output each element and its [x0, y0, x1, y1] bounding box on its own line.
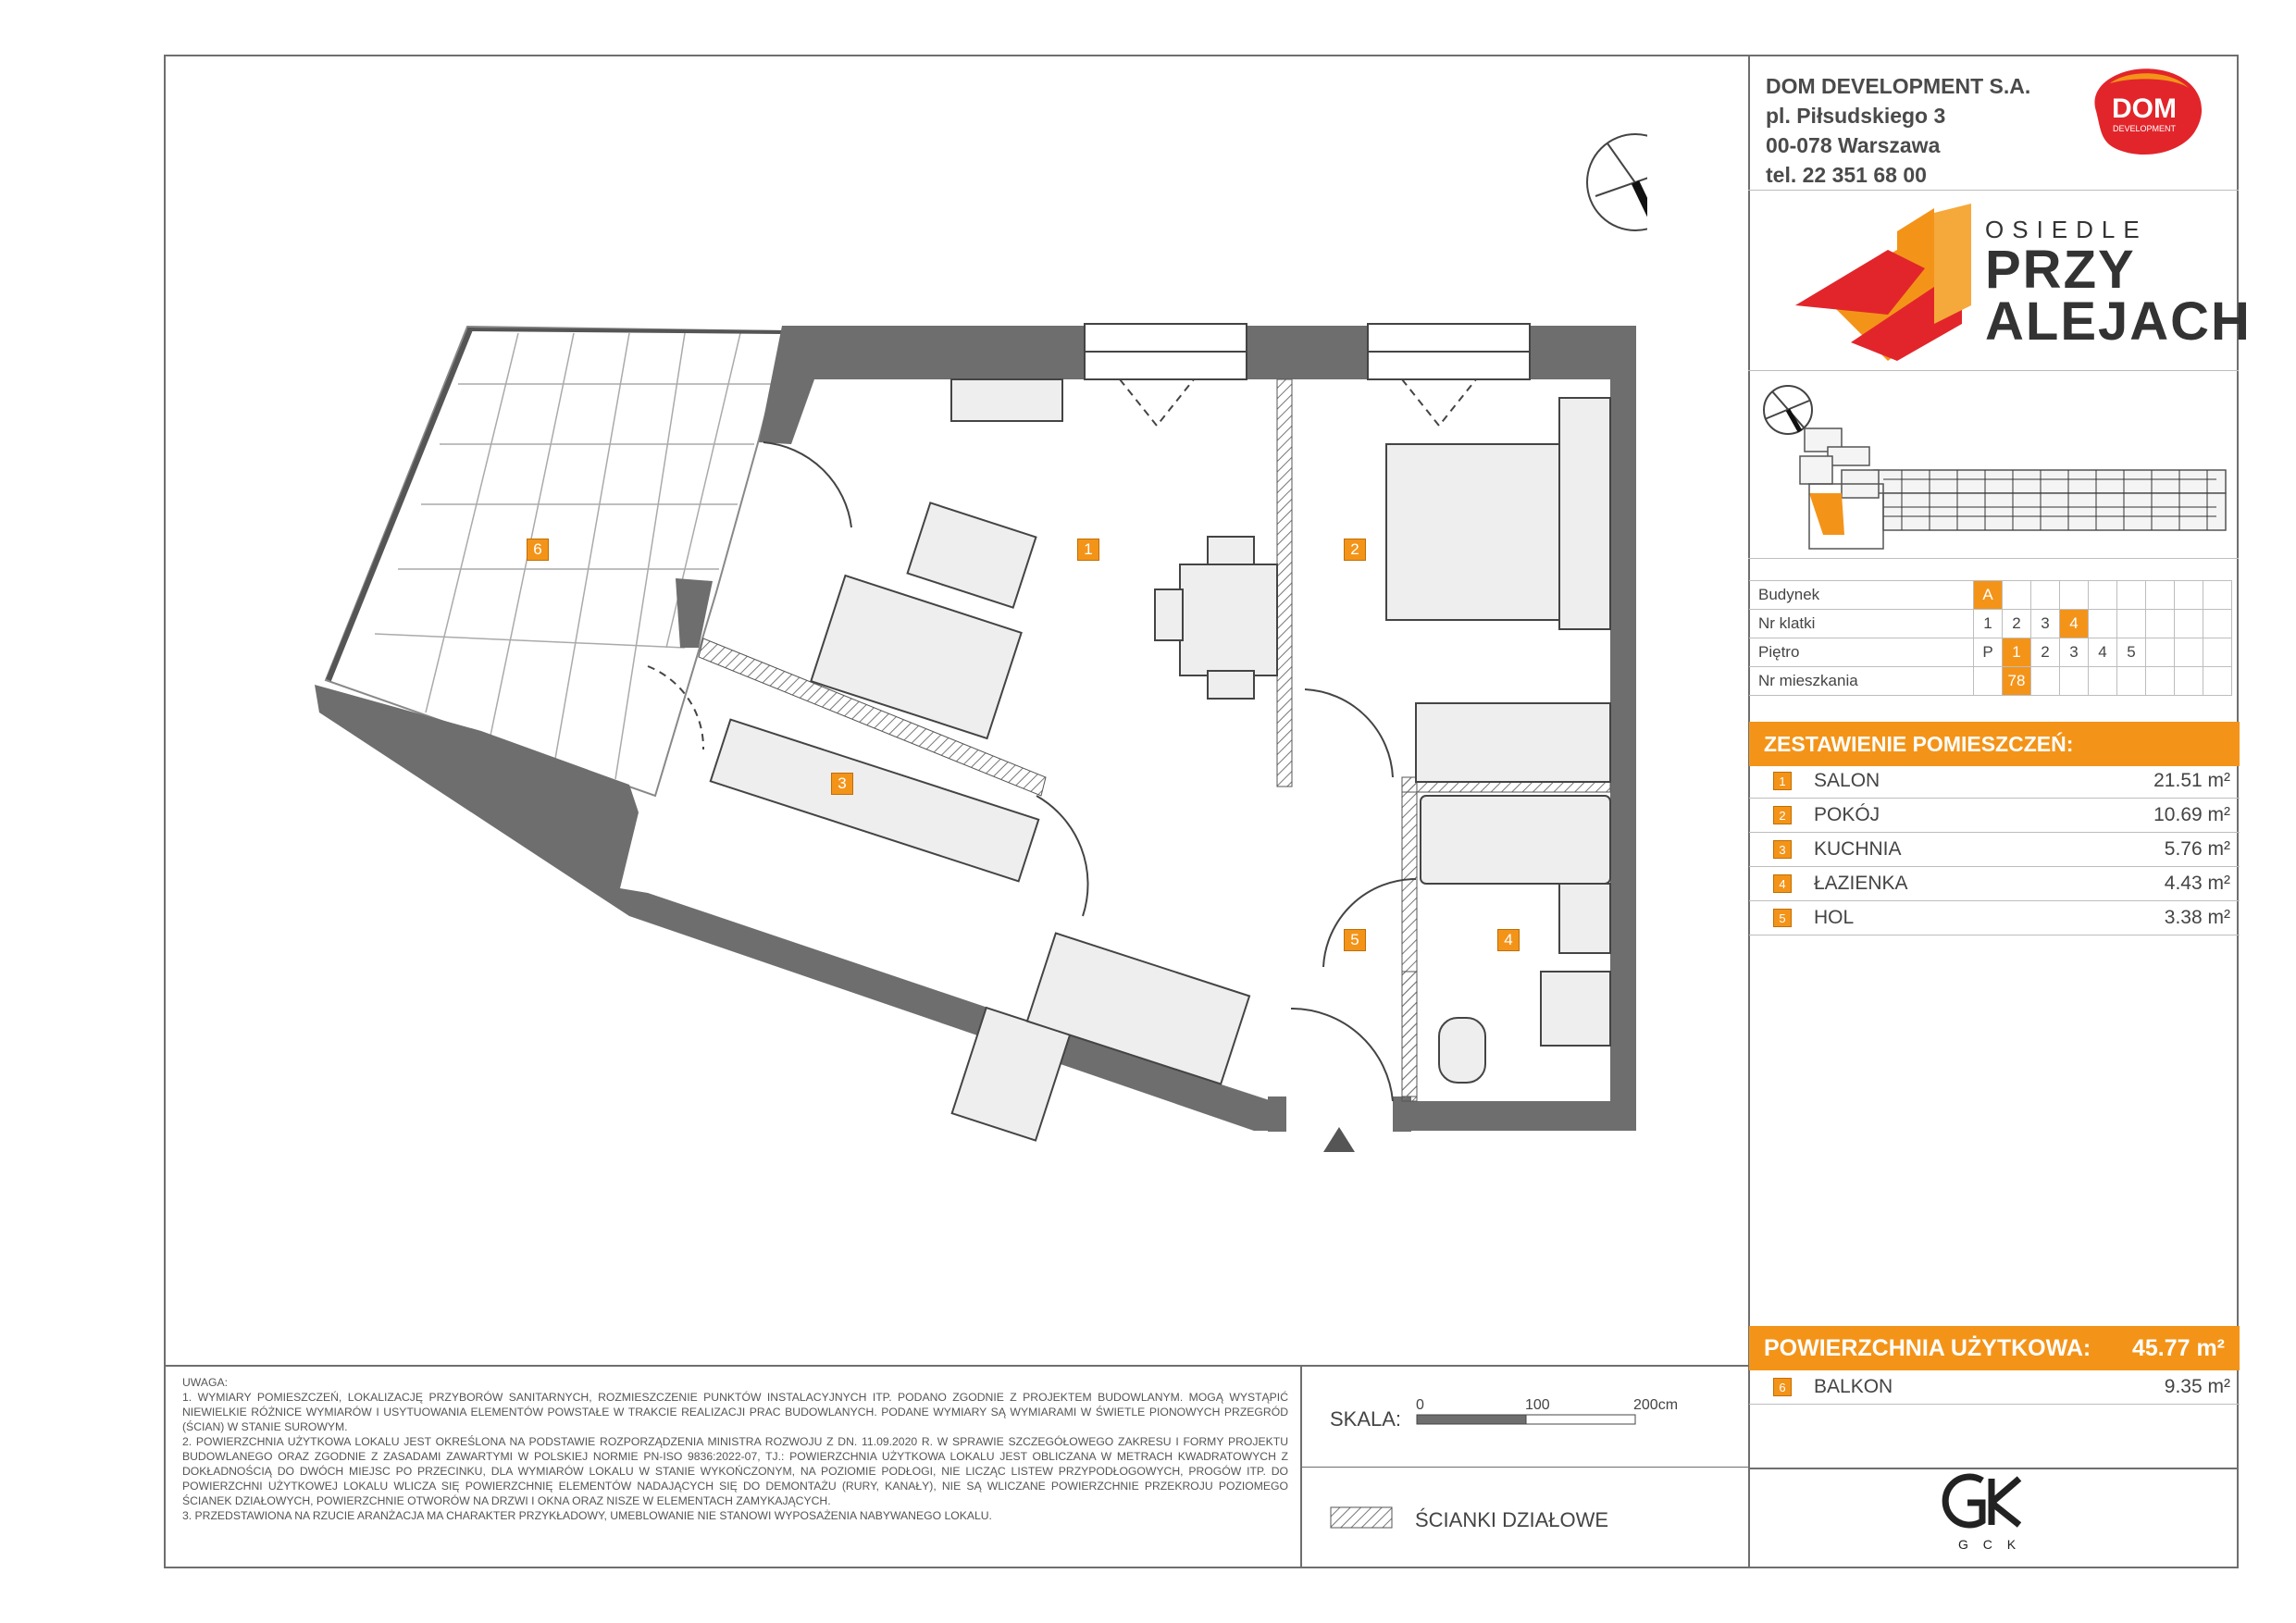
building-value: A — [1974, 581, 2003, 610]
scale-legend-divider — [1300, 1467, 1749, 1468]
rooms-list — [1749, 764, 2240, 935]
floor-3: 3 — [2060, 638, 2089, 667]
apartment-info-table — [1749, 580, 2232, 696]
total-area-label: POWIERZCHNIA UŻYTKOWA: — [1764, 1334, 2091, 1361]
compass-icon — [1587, 134, 1647, 230]
room-name: POKÓJ — [1814, 804, 1880, 825]
dom-development-logo — [2087, 65, 2207, 159]
partition-legend-label: ŚCIANKI DZIAŁOWE — [1415, 1508, 1609, 1531]
staircase-row — [1749, 610, 2232, 638]
footer-top-line — [164, 1365, 1749, 1367]
estate-line2: ALEJACH — [1985, 291, 2252, 352]
building-row — [1749, 581, 2232, 610]
company-name: DOM DEVELOPMENT S.A. — [1766, 74, 2031, 98]
room-area: 5.76 m² — [2164, 838, 2230, 860]
floor-row — [1749, 638, 2232, 667]
room-area: 4.43 m² — [2164, 873, 2230, 894]
staircase-label: Nr klatki — [1749, 610, 1974, 638]
sidebar-line-2 — [1748, 370, 2239, 371]
site-map — [1754, 378, 2235, 553]
sidebar-line-4 — [1748, 1468, 2239, 1469]
note-2: 2. POWIERZCHNIA UŻYTKOWA LOKALU JEST OKREŚLONA NA PODSTAWIE ROZPORZĄDZENIA MINISTRA ROZWOJU Z DN. 11.09.2020 R. W SPRAWIE SZCZEGÓŁOWEGO ZAKRESU I FORMY PROJEKTU BUDOWLANEGO ORAZ ZGODNIE Z ZASADAMI ZAWARTYMI W POLSKIEJ NORMIE PN-ISO 9836:2022-07, TJ.: POWIERZCHNIA UŻYTKOWA LOKALU JEST OBLICZANA W METRACH KWADRATOWYCH Z DOKŁADNOŚCIĄ DO DWÓCH MIEJSC PO PRZECINKU, DLA WYMIARÓW LOKALU W STANIE WYKOŃCZONYM, NA POZIOMIE PODŁOGI, NIE LICZĄC LISTEW PRZYPODŁOGOWYCH, PROGÓW ITP. DO POWIERZCHNI UŻYTKOWEJ LOKALU WLICZA SIĘ POWIERZCHNIĘ ELEMENTÓW NADAJĄCYCH SIĘ DO DEMONTAŻU (RURY, KANAŁY), NIE SĄ WLICZANE POWIERZCHNIE PRZEKROJU POZIOMEGO ŚCIANEK DZIAŁOWYCH, POWIERZCHNIE OTWORÓW NA DRZWI I OKNA ORAZ NISZE W ELEMENTACH ZAMYKAJĄCYCH. — [182, 1435, 1288, 1507]
staircase-1: 1 — [1974, 610, 2003, 638]
scale-bar — [1416, 1414, 1638, 1427]
dom-logo-text: DOM — [2112, 93, 2177, 124]
room-name: HOL — [1814, 907, 1855, 928]
floor-2: 2 — [2031, 638, 2060, 667]
apartment-number: 78 — [2003, 667, 2031, 696]
note-3: 3. PRZEDSTAWIONA NA RZUCIE ARANŻACJA MA CHARAKTER PRZYKŁADOWY, UMEBLOWANIE NIE STANOWI WYPOSAŻENIA NABYWANEGO LOKALU. — [182, 1509, 992, 1522]
estate-name — [1985, 216, 2252, 352]
plan-label-kuchnia: 3 — [831, 773, 853, 795]
plan-label-pokoj: 2 — [1344, 539, 1366, 561]
balcony-number: 6 — [1773, 1378, 1792, 1396]
gck-logo — [1934, 1473, 2045, 1556]
plan-label-hol: 5 — [1344, 929, 1366, 951]
balcony-list — [1749, 1370, 2240, 1405]
scale-tick-0: 0 — [1416, 1397, 1424, 1413]
room-name: KUCHNIA — [1814, 838, 1902, 860]
partition-legend-icon — [1330, 1506, 1395, 1530]
floor-p: P — [1974, 638, 2003, 667]
room-number: 1 — [1773, 772, 1792, 790]
sidebar-line-3 — [1748, 558, 2239, 559]
total-area-bar — [1749, 1326, 2240, 1370]
scale-tick-200: 200cm — [1633, 1397, 1679, 1413]
sidebar-line-1 — [1748, 190, 2239, 191]
room-row — [1749, 799, 2240, 833]
rooms-header — [1749, 722, 2240, 766]
balcony-name: BALKON — [1814, 1376, 1893, 1397]
company-city: 00-078 Warszawa — [1766, 133, 1941, 157]
scale-label: SKALA: — [1330, 1407, 1402, 1431]
plan-label-balkon: 6 — [527, 539, 549, 561]
entrance-arrow-icon — [1323, 1127, 1355, 1152]
floor-1: 1 — [2003, 638, 2031, 667]
building-label: Budynek — [1749, 581, 1974, 610]
room-number: 2 — [1773, 806, 1792, 824]
company-street: pl. Piłsudskiego 3 — [1766, 104, 1946, 128]
note-1: 1. WYMIARY POMIESZCZEŃ, LOKALIZACJĘ PRZYBORÓW SANITARNYCH, ROZMIESZCZENIE PUNKTÓW INSTALACYJNYCH ITP. PODANO ZGODNIE Z PROJEKTEM BUDOWLANYM. MOGĄ WYSTĄPIĆ NIEWIELKIE RÓŻNICE WYMIARÓW I USYTUOWANIA ELEMENTÓW POWSTAŁE W TRAKCIE REALIZACJI PRAC BUDOWLANYCH. PODANE WYMIARY SĄ WYMIARAMI W ŚWIETLE PIONOWYCH PRZEGRÓD (ŚCIAN) W STANIE SUROWYM. — [182, 1391, 1288, 1433]
plan-label-lazienka: 4 — [1497, 929, 1520, 951]
estate-line1: PRZY — [1985, 240, 2136, 300]
company-address — [1766, 71, 2030, 190]
balcony-row — [1749, 1370, 2240, 1405]
apartment-label: Nr mieszkania — [1749, 667, 1974, 696]
estate-small-text: OSIEDLE — [1985, 216, 2148, 243]
site-compass-icon — [1764, 386, 1812, 434]
apartment-row — [1749, 667, 2232, 696]
furniture — [711, 379, 1610, 1141]
staircase-4: 4 — [2060, 610, 2089, 638]
room-area: 21.51 m² — [2153, 770, 2230, 791]
floor-label: Piętro — [1749, 638, 1974, 667]
room-row — [1749, 867, 2240, 901]
staircase-3: 3 — [2031, 610, 2060, 638]
room-number: 5 — [1773, 909, 1792, 927]
notes-title: UWAGA: — [182, 1376, 228, 1389]
room-row — [1749, 764, 2240, 799]
room-number: 3 — [1773, 840, 1792, 859]
room-area: 10.69 m² — [2153, 804, 2230, 825]
company-phone: tel. 22 351 68 00 — [1766, 163, 1927, 187]
notes — [182, 1375, 1288, 1523]
gck-letters: G C K — [1957, 1537, 2022, 1552]
room-row — [1749, 833, 2240, 867]
floor-4: 4 — [2089, 638, 2117, 667]
staircase-2: 2 — [2003, 610, 2031, 638]
room-row — [1749, 901, 2240, 935]
room-number: 4 — [1773, 874, 1792, 893]
plan-label-salon: 1 — [1077, 539, 1099, 561]
room-area: 3.38 m² — [2164, 907, 2230, 928]
balcony-area-value: 9.35 m² — [2164, 1376, 2230, 1397]
floor-5: 5 — [2117, 638, 2146, 667]
rooms-header-label: ZESTAWIENIE POMIESZCZEŃ: — [1764, 731, 2074, 756]
room-name: ŁAZIENKA — [1814, 873, 1908, 894]
dom-logo-sub: DEVELOPMENT — [2112, 124, 2177, 133]
total-area-value: 45.77 m² — [2131, 1334, 2225, 1361]
floor-plan — [296, 120, 1647, 1166]
scale-tick-100: 100 — [1525, 1397, 1550, 1413]
room-name: SALON — [1814, 770, 1880, 791]
